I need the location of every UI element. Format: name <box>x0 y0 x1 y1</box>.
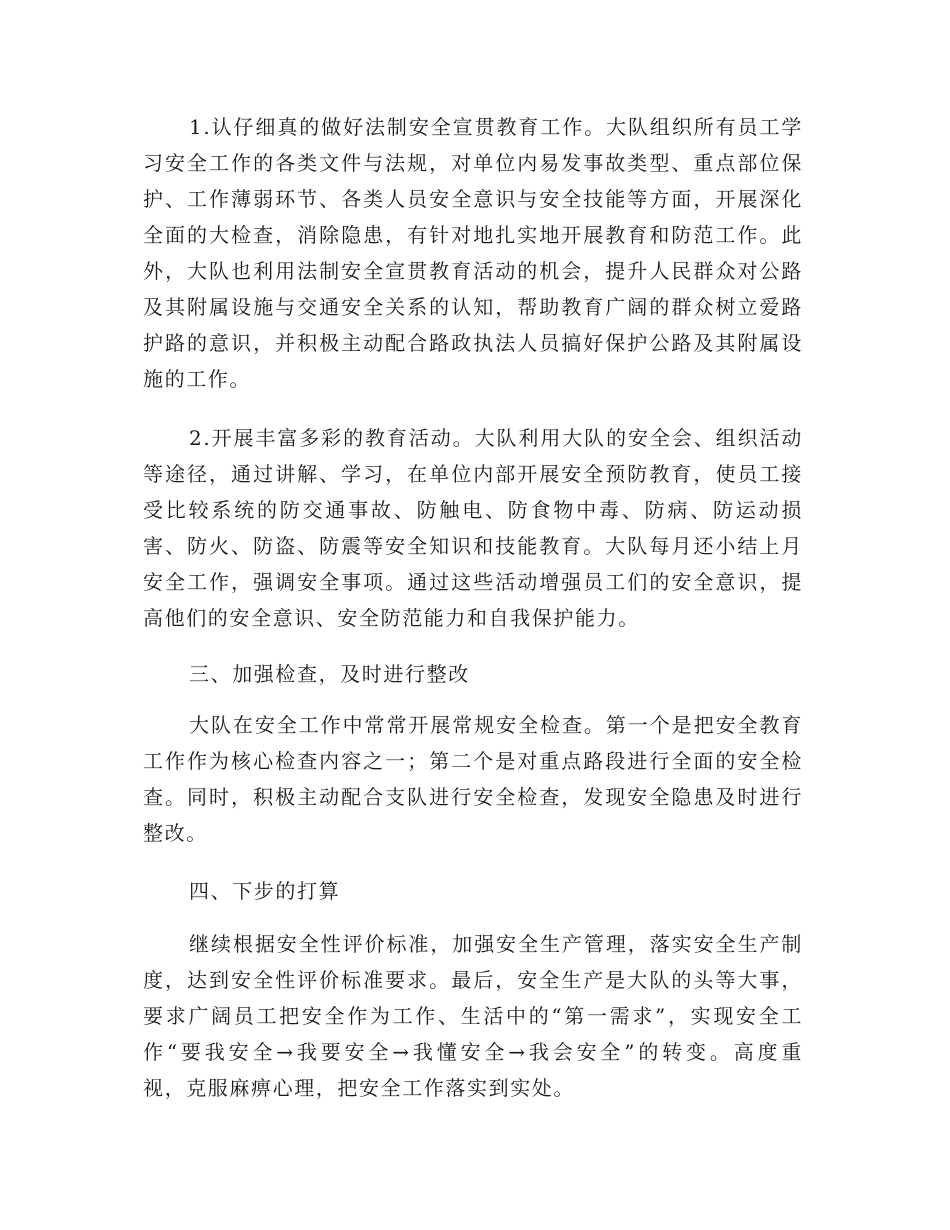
paragraph-line: 安全工作，强调安全事项。通过这些活动增强员工们的安全意识，提 <box>143 570 803 594</box>
paragraph-line: 受比较系统的防交通事故、防触电、防食物中毒、防病、防运动损 <box>143 498 803 522</box>
paragraph-line: 等途径，通过讲解、学习，在单位内部开展安全预防教育，使员工接 <box>143 462 803 486</box>
paragraph-line: 及其附属设施与交通安全关系的认知，帮助教育广阔的群众树立爱路 <box>143 295 803 319</box>
paragraph-line: 高他们的安全意识、安全防范能力和自我保护能力。 <box>143 606 640 630</box>
section-heading-3 <box>143 656 803 692</box>
paragraph-line: 作“要我安全→我要安全→我懂安全→我会安全”的转变。高度重 <box>143 1040 803 1064</box>
paragraph-line: 查。同时，积极主动配合支队进行安全检查，发现安全隐患及时进行 <box>143 785 803 809</box>
paragraph-line: 要求广阔员工把安全作为工作、生活中的“第一需求”，实现安全工 <box>143 1004 803 1028</box>
paragraph-line: 继续根据安全性评价标准，加强安全生产管理，落实安全生产制 <box>189 932 803 956</box>
paragraph-line: 大队在安全工作中常常开展常规安全检查。第一个是把安全教育 <box>189 713 803 737</box>
paragraph-line: 护、工作薄弱环节、各类人员安全意识与安全技能等方面，开展深化 <box>143 187 803 211</box>
paragraph-4 <box>143 926 803 1106</box>
paragraph-2 <box>143 420 803 636</box>
paragraph-line: 2.开展丰富多彩的教育活动。大队利用大队的安全会、组织活动 <box>189 426 803 450</box>
section-heading: 三、加强检查，及时进行整改 <box>189 662 470 686</box>
section-heading: 四、下步的打算 <box>189 879 341 903</box>
paragraph-line: 护路的意识，并积极主动配合路政执法人员搞好保护公路及其附属设 <box>143 331 803 355</box>
paragraph-3 <box>143 707 803 851</box>
paragraph-1 <box>143 109 803 397</box>
paragraph-line: 整改。 <box>143 821 208 845</box>
paragraph-line: 外，大队也利用法制安全宣贯教育活动的机会，提升人民群众对公路 <box>143 259 803 283</box>
section-heading-4 <box>143 873 803 909</box>
paragraph-line: 害、防火、防盗、防震等安全知识和技能教育。大队每月还小结上月 <box>143 534 803 558</box>
paragraph-line: 1.认仔细真的做好法制安全宣贯教育工作。大队组织所有员工学 <box>189 115 803 139</box>
paragraph-line: 施的工作。 <box>143 367 251 391</box>
paragraph-line: 度，达到安全性评价标准要求。最后，安全生产是大队的头等大事， <box>143 968 803 992</box>
paragraph-line: 习安全工作的各类文件与法规，对单位内易发事故类型、重点部位保 <box>143 151 803 175</box>
paragraph-line: 全面的大检查，消除隐患，有针对地扎实地开展教育和防范工作。此 <box>143 223 803 247</box>
paragraph-line: 视，克服麻痹心理，把安全工作落实到实处。 <box>143 1076 575 1100</box>
paragraph-line: 工作作为核心检查内容之一；第二个是对重点路段进行全面的安全检 <box>143 749 803 773</box>
